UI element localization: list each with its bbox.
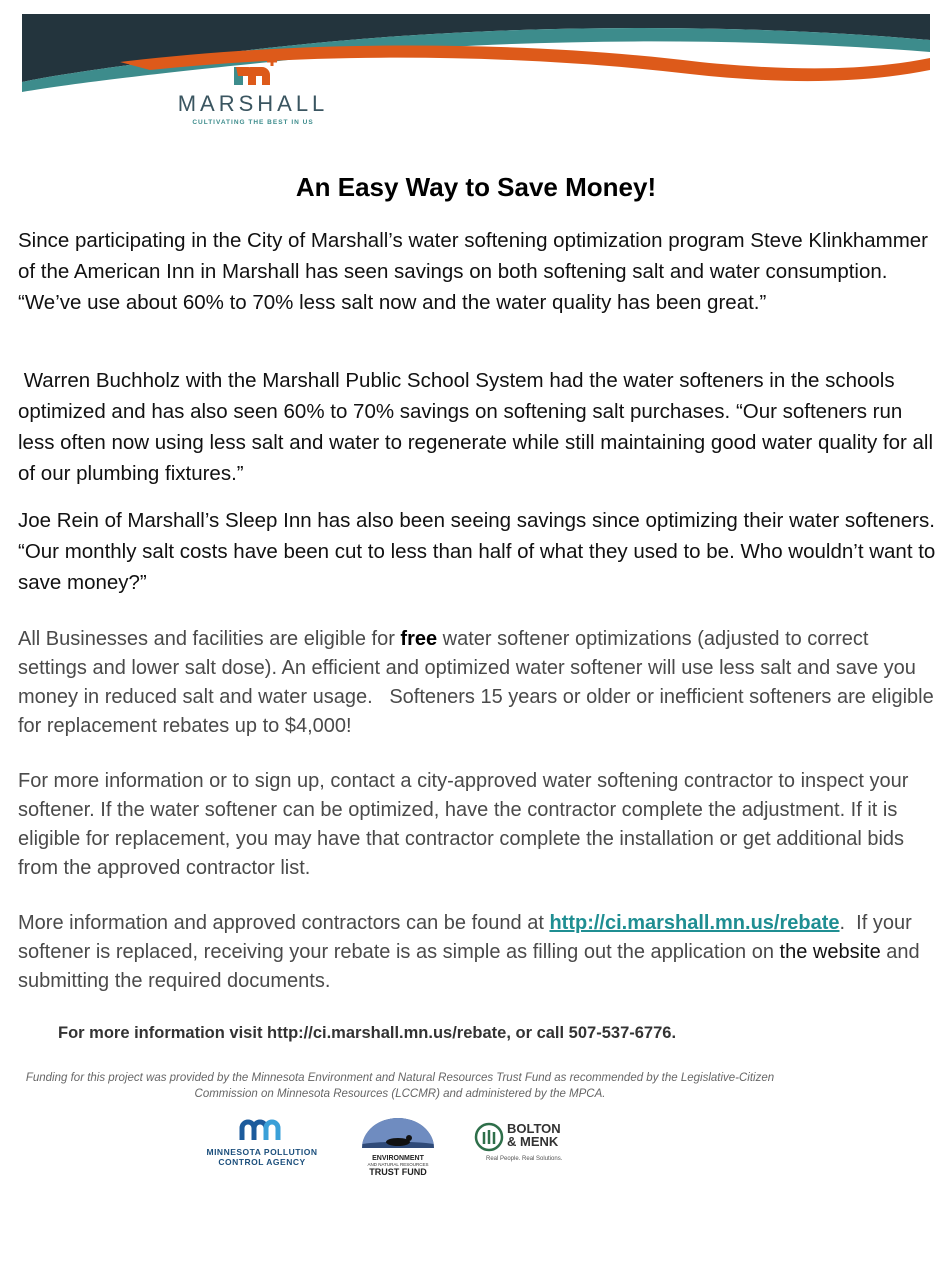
eligibility-paragraph: [18, 625, 938, 741]
mpca-logo: [196, 1118, 328, 1168]
mpca-name-line2: CONTROL AGENCY: [218, 1157, 306, 1167]
trust-name-line2: AND NATURAL RESOURCES: [367, 1162, 429, 1167]
mpca-name-line1: MINNESOTA POLLUTION: [206, 1147, 318, 1157]
logo-tagline: CULTIVATING THE BEST IN US: [192, 119, 314, 126]
header-banner: [0, 0, 952, 140]
testimonial-klinkhammer: Since participating in the City of Marshall’s water softening optimization program Steve Klinkhammer of the American Inn in Marshall has seen savings on both softening salt and water consumption. “We’ve use about 60% to 70% less salt now and the water quality has been great.”: [18, 229, 929, 314]
footer-contact-line: For more information visit http://ci.marshall.mn.us/rebate, or call 507-537-6776.: [58, 1024, 677, 1042]
bolton-tagline: Real People. Real Solutions.: [486, 1156, 563, 1162]
rebate-text-mid: . If your softener is replaced, receiving your rebate is as simple as filling out the application on: [18, 912, 918, 963]
eligibility-text-start: All Businesses and facilities are eligible for: [18, 628, 401, 650]
rebate-paragraph: [18, 909, 938, 996]
signup-paragraph: For more information or to sign up, contact a city-approved water softening contractor to inspect your softener. If the water softener can be optimized, have the contractor complete the adjustment. If it is eligible for replacement, you may have that contractor complete the installation or get additional bids from the approved contractor list.: [18, 770, 909, 879]
loon-lake-icon: [358, 1114, 438, 1150]
trust-fund-logo: [358, 1114, 438, 1177]
testimonial-buchholz: Warren Buchholz with the Marshall Public School System had the water softeners in the schools optimized and has also seen 60% to 70% savings on softening salt purchases. “Our softeners run less often now using less salt and water to regenerate while still maintaining good water quality for all of our plumbing fixtures.”: [18, 369, 939, 485]
website-text: the website: [779, 941, 881, 963]
bolton-menk-mark-icon: [474, 1122, 504, 1152]
bolton-name-line1: BOLTON: [507, 1121, 561, 1136]
trust-name-line3: TRUST FUND: [369, 1167, 427, 1177]
bolton-name-line2: & MENK: [507, 1134, 559, 1149]
funding-notice: Funding for this project was provided by the Minnesota Environment and Natural Resources Trust Fund as recommended by the Legislative-Citizen Commission on Minnesota Resources (LCCMR) and administered by the MPCA.: [25, 1072, 775, 1100]
mpca-mark-icon: [196, 1118, 328, 1142]
free-emphasis: free: [400, 628, 438, 650]
logo-wordmark: MARSHALL: [177, 91, 329, 116]
rebate-text-start: More information and approved contractors can be found at: [18, 912, 550, 934]
eligibility-text-end: water softener optimizations (adjusted to correct settings and lower salt dose). An efficient and optimized water softener will use less salt and save you money in reduced salt and water usage. Softeners 15 years or older or inefficient softeners are eligible for replacement rebates up to $4,000!: [18, 628, 940, 737]
testimonial-rein: Joe Rein of Marshall’s Sleep Inn has also been seeing savings since optimizing their water softeners. “Our monthly salt costs have been cut to less than half of what they used to be. Who wouldn’t want to save money?”: [18, 509, 936, 594]
page-title: An Easy Way to Save Money!: [295, 172, 657, 202]
rebate-link[interactable]: http://ci.marshall.mn.us/rebate: [549, 912, 840, 934]
trust-name-line1: ENVIRONMENT: [372, 1155, 424, 1162]
rebate-text-end: and submitting the required documents.: [18, 941, 926, 992]
bolton-menk-logo: [474, 1120, 584, 1168]
